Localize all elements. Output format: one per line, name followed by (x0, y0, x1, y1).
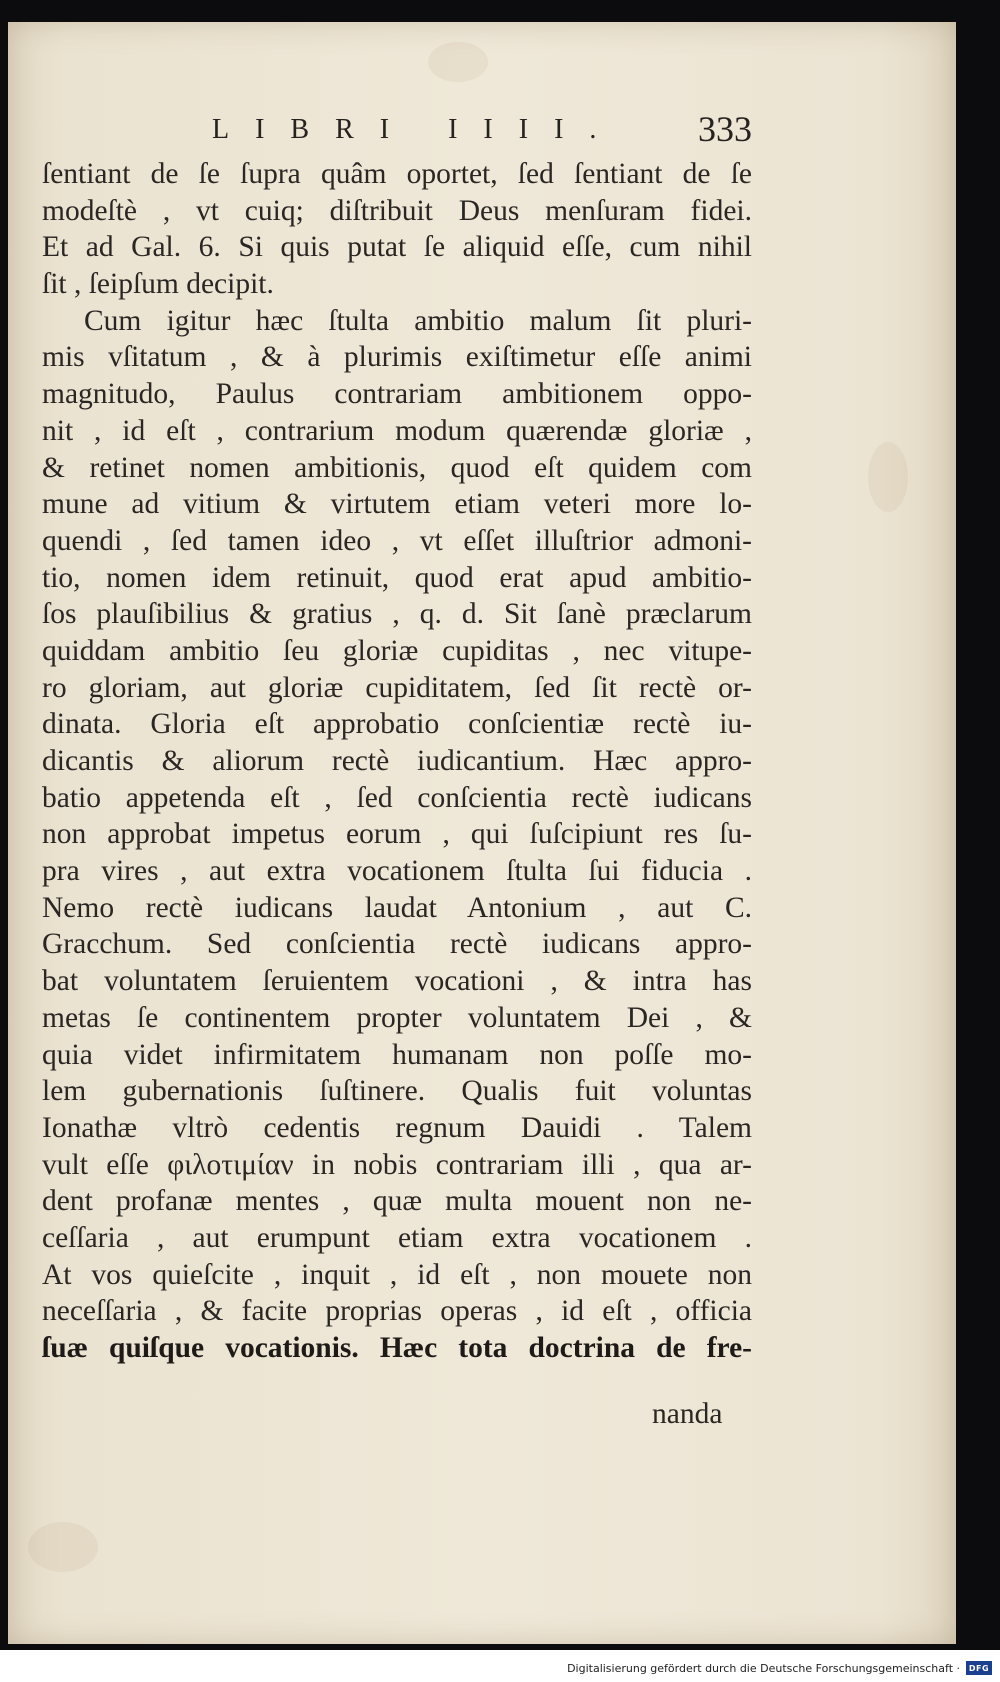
text-line: Gracchum. Sed conſcientia rectè iudicans appro- (42, 928, 752, 961)
paper-stain (428, 42, 488, 82)
text-line: quiddam ambitio ſeu gloriæ cupiditas , nec vitupe- (42, 634, 752, 667)
text-line: Nemo rectè iudicans laudat Antonium , aut C. (42, 891, 752, 924)
text-line: metas ſe continentem propter voluntatem Dei , & (42, 1001, 752, 1034)
text-line: dicantis & aliorum rectè iudicantium. Hæc appro- (42, 745, 752, 777)
body-text (42, 156, 752, 1367)
text-line: ſit , ſeipſum decipit. (42, 268, 274, 301)
text-line: ſentiant de ſe ſupra quâm oportet, ſed ſentiant de ſe (42, 158, 752, 190)
text-line: & retinet nomen ambitionis, quod eſt quidem com (42, 451, 752, 484)
paper-stain (28, 1522, 98, 1572)
text-line: mis vſitatum , & à plurimis exiſtimetur eſſe animi (42, 341, 752, 374)
text-line: dinata. Gloria eſt approbatio conſcientiæ rectè iu- (42, 708, 752, 741)
text-line: ſos plauſibilius & gratius , q. d. Sit ſanè præclarum (42, 598, 752, 631)
page-header (212, 108, 752, 154)
text-line: Et ad Gal. 6. Si quis putat ſe aliquid eſſe, cum nihil (42, 231, 752, 264)
text-line: non approbat impetus eorum , qui ſuſcipiunt res ſu- (42, 818, 752, 851)
text-line: pra vires , aut extra vocationem ſtulta ſui fiducia . (42, 855, 752, 888)
text-line: mune ad vitium & virtutem etiam veteri more lo- (42, 488, 752, 521)
text-line: tio, nomen idem retinuit, quod erat apud ambitio- (42, 561, 752, 594)
text-line: ro gloriam, aut gloriæ cupiditatem, ſed ſit rectè or- (42, 671, 752, 704)
text-line: magnitudo, Paulus contrariam ambitionem oppo- (42, 378, 752, 411)
text-line: lem gubernationis ſuſtinere. Qualis fuit voluntas (42, 1075, 752, 1108)
text-line: ſuæ quiſque vocationis. Hæc tota doctrina de fre- (42, 1332, 752, 1364)
page-number: 333 (698, 109, 752, 149)
text-line: bat voluntatem ſeruientem vocationi , & intra has (42, 965, 752, 998)
text-line: modeſtè , vt cuiq; diſtribuit Deus menſuram fidei. (42, 194, 752, 227)
footer-credit: Digitalisierung gefördert durch die Deutsche Forschungsgemeinschaft · (567, 1661, 960, 1675)
text-line: Ionathæ vltrò cedentis regnum Dauidi . Talem (42, 1111, 752, 1144)
text-line: quia videt infirmitatem humanam non poſſe mo- (42, 1038, 752, 1071)
text-line: vult eſſe φιλοτιμίαν in nobis contrariam illi , qua ar- (42, 1148, 752, 1181)
digitization-footer (567, 1658, 992, 1678)
text-line: At vos quieſcite , inquit , id eſt , non mouete non (42, 1258, 752, 1291)
text-line: batio appetenda eſt , ſed conſcientia rectè iudicans (42, 781, 752, 814)
running-title: LIBRI IIII. (212, 114, 623, 145)
paper-stain (868, 442, 908, 512)
text-line: neceſſaria , & facite proprias operas , id eſt , officia (42, 1295, 752, 1328)
catchword: nanda (652, 1398, 723, 1430)
text-line: dent profanæ mentes , quæ multa mouent non ne- (42, 1185, 752, 1218)
text-line: nit , id eſt , contrarium modum quærendæ gloriæ , (42, 414, 752, 447)
text-line: quendi , ſed tamen ideo , vt eſſet illuſtrior admoni- (42, 524, 752, 557)
text-line: ceſſaria , aut erumpunt etiam extra vocationem . (42, 1221, 752, 1254)
dfg-logo: DFG (966, 1661, 992, 1675)
text-line: Cum igitur hæc ſtulta ambitio malum ſit pluri- (84, 304, 752, 337)
